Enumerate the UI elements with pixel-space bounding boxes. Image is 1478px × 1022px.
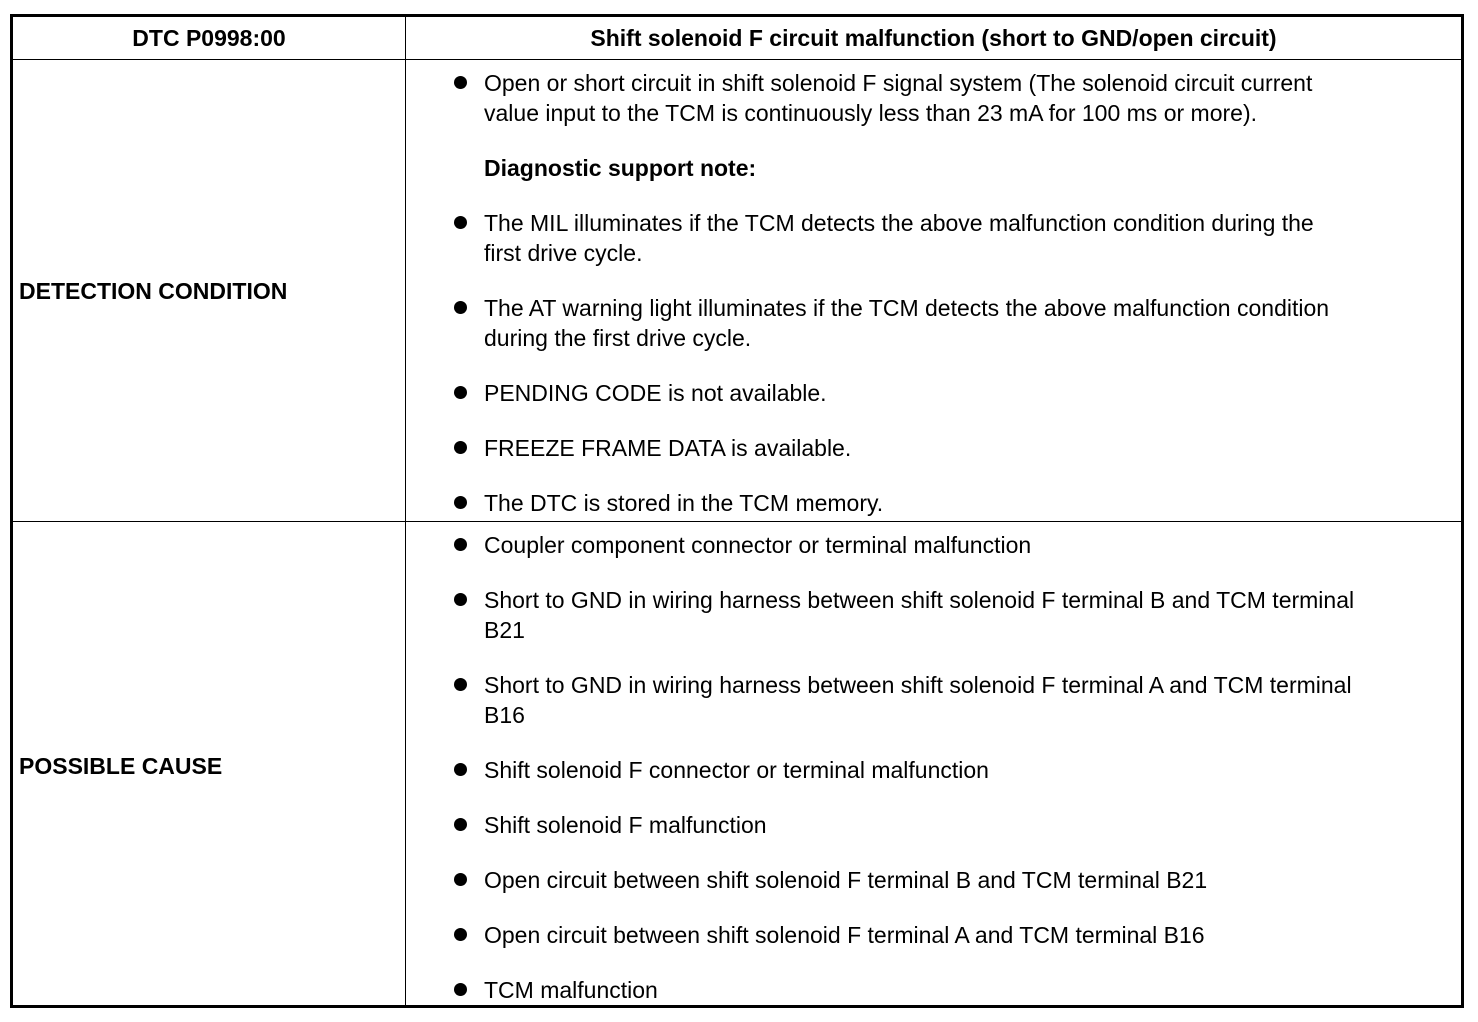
bullet-icon (454, 76, 467, 89)
dtc-table (10, 14, 1464, 1008)
cause-item-text: Shift solenoid F connector or terminal malfunction (484, 757, 989, 783)
detection-item-text: PENDING CODE is not available. (484, 380, 827, 406)
detection-item-text: The MIL illuminates if the TCM detects the above malfunction condition during the first drive cycle. (484, 210, 1314, 266)
bullet-icon (454, 593, 467, 606)
cause-item-text: Shift solenoid F malfunction (484, 812, 767, 838)
cause-item-text: Short to GND in wiring harness between shift solenoid F terminal B and TCM terminal B21 (484, 587, 1355, 643)
cause-item-text: TCM malfunction (484, 977, 658, 1003)
bullet-icon (454, 763, 467, 776)
bullet-icon (454, 301, 467, 314)
bullet-icon (454, 818, 467, 831)
bullet-icon (454, 678, 467, 691)
bullet-icon (454, 441, 467, 454)
detection-condition-label: DETECTION CONDITION (19, 278, 288, 304)
bullet-icon (454, 216, 467, 229)
detection-item-text: Open or short circuit in shift solenoid F signal system (The solenoid circuit current value input to the TCM is continuously less than 23 mA for 100 ms or more). (484, 70, 1313, 126)
detection-item-text: The AT warning light illuminates if the TCM detects the above malfunction condition during the first drive cycle. (484, 295, 1330, 351)
dtc-code-header: DTC P0998:00 (132, 24, 286, 51)
bullet-icon (454, 873, 467, 886)
bullet-icon (454, 386, 467, 399)
diagnostic-support-note: Diagnostic support note: (484, 155, 757, 181)
detection-item-text: The DTC is stored in the TCM memory. (484, 490, 884, 516)
cause-item-text: Short to GND in wiring harness between shift solenoid F terminal A and TCM terminal B16 (484, 672, 1352, 728)
column-divider (405, 17, 406, 1005)
cause-item-text: Open circuit between shift solenoid F terminal A and TCM terminal B16 (484, 922, 1205, 948)
bullet-icon (454, 928, 467, 941)
bullet-icon (454, 496, 467, 509)
row-divider (13, 521, 1461, 522)
bullet-icon (454, 983, 467, 996)
header-row-divider (13, 59, 1461, 60)
dtc-title-header: Shift solenoid F circuit malfunction (short to GND/open circuit) (590, 24, 1277, 51)
detection-item-text: FREEZE FRAME DATA is available. (484, 435, 852, 461)
cause-item-text: Open circuit between shift solenoid F terminal B and TCM terminal B21 (484, 867, 1208, 893)
cause-item-text: Coupler component connector or terminal malfunction (484, 532, 1032, 558)
possible-cause-label: POSSIBLE CAUSE (19, 753, 223, 779)
bullet-icon (454, 538, 467, 551)
